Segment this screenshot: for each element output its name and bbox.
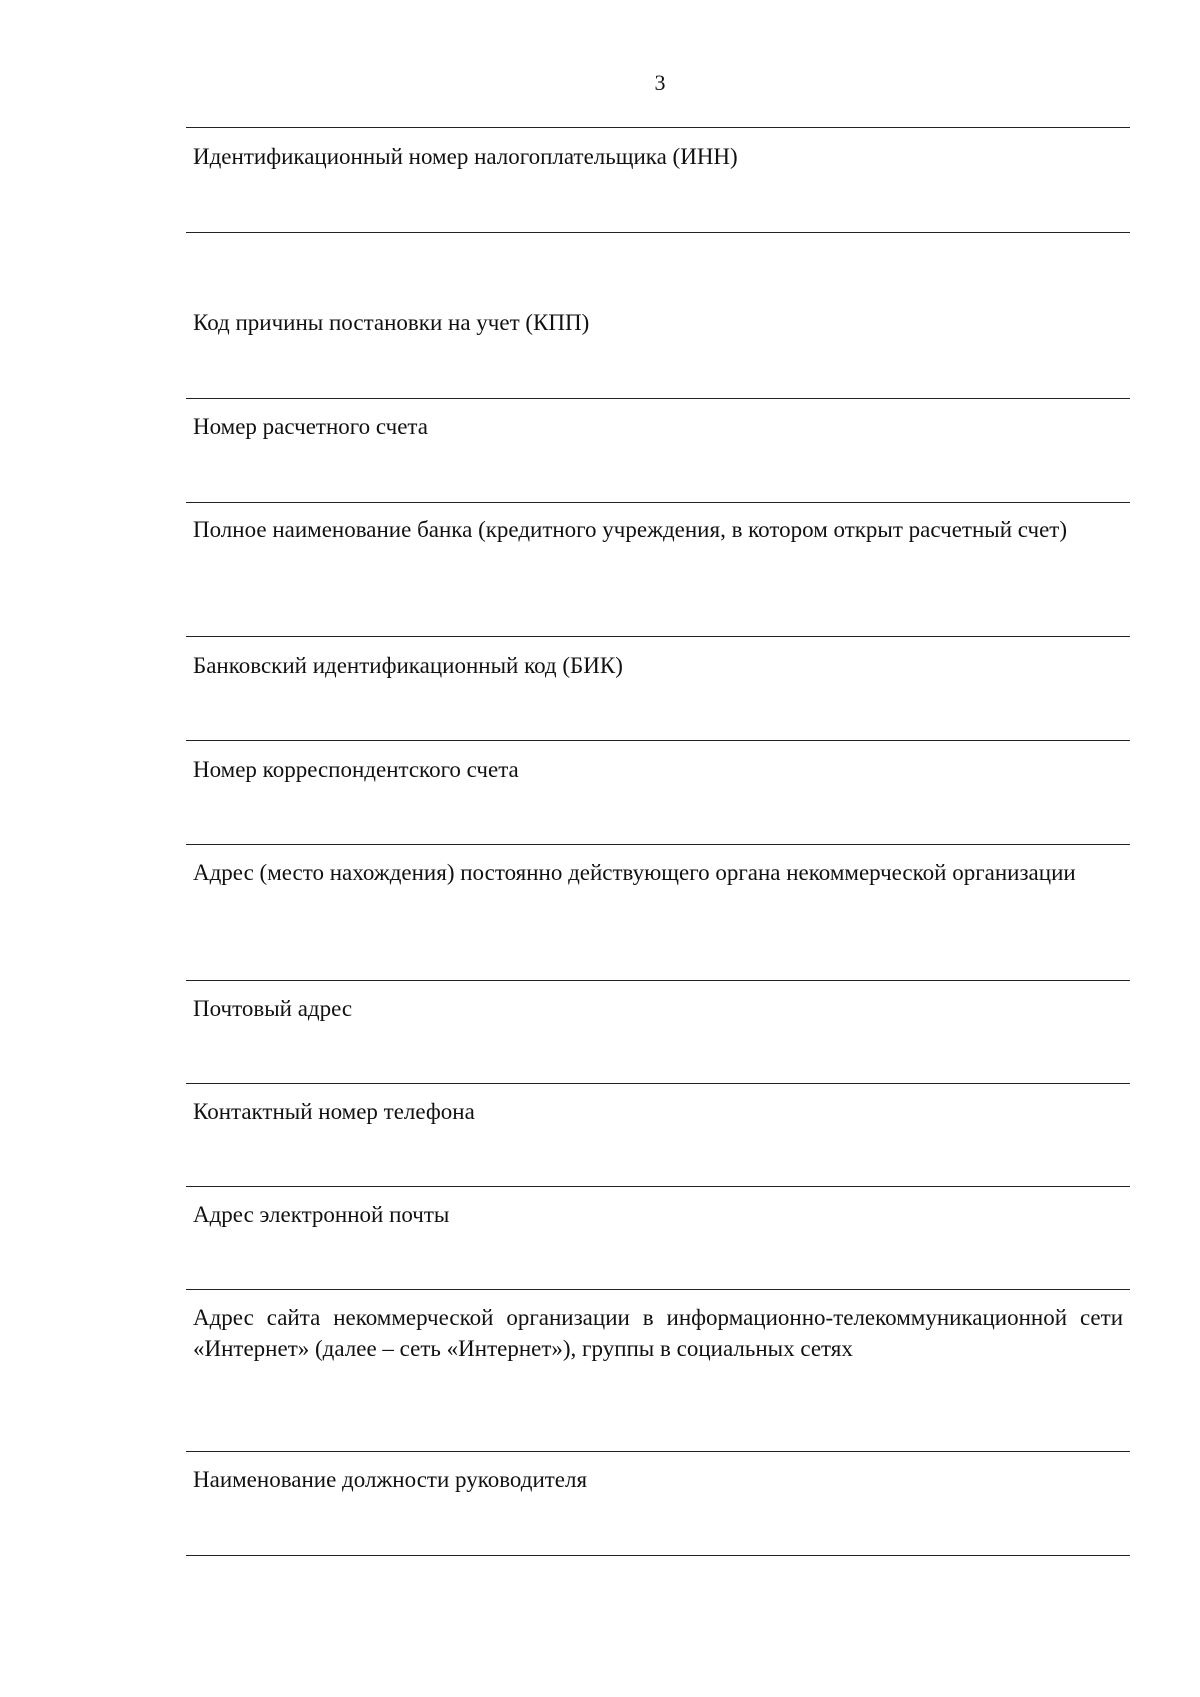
field-label-account-number: Номер расчетного счета — [193, 414, 428, 439]
field-label-postal-address: Почтовый адрес — [193, 996, 353, 1021]
form-rule — [186, 844, 1130, 845]
field-label-email: Адрес электронной почты — [193, 1202, 450, 1227]
form-rule — [186, 1451, 1130, 1452]
form-rule — [186, 1555, 1130, 1556]
form-rule — [186, 980, 1130, 981]
field-label-kpp: Код причины постановки на учет (КПП) — [193, 310, 590, 335]
field-label-correspondent-account: Номер корреспондентского счета — [193, 757, 519, 782]
form-rule — [186, 636, 1130, 637]
form-rule — [186, 502, 1130, 503]
field-label-bank-name: Полное наименование банка (кредитного учреждения, в котором открыт расчетный счет) — [193, 517, 1068, 542]
form-rule — [186, 398, 1130, 399]
form-rule — [186, 232, 1130, 233]
form-rule — [186, 1083, 1130, 1084]
form-rule — [186, 1186, 1130, 1187]
page-number: 3 — [654, 70, 666, 95]
field-label-bik: Банковский идентификационный код (БИК) — [193, 653, 623, 678]
form-rule — [186, 740, 1130, 741]
form-rule — [186, 1289, 1130, 1290]
field-label-legal-address: Адрес (место нахождения) постоянно действующего органа некоммерческой организации — [193, 860, 1076, 885]
field-label-director-position: Наименование должности руководителя — [193, 1467, 588, 1492]
field-label-phone: Контактный номер телефона — [193, 1099, 475, 1124]
field-label-inn: Идентификационный номер налогоплательщика (ИНН) — [193, 144, 738, 169]
form-rule — [186, 127, 1130, 128]
field-label-website: Адрес сайта некоммерческой организации в информационно-телекоммуникационной сети «Интернет» (далее – сеть «Интернет»), группы в социальных сетях — [193, 1305, 1123, 1361]
